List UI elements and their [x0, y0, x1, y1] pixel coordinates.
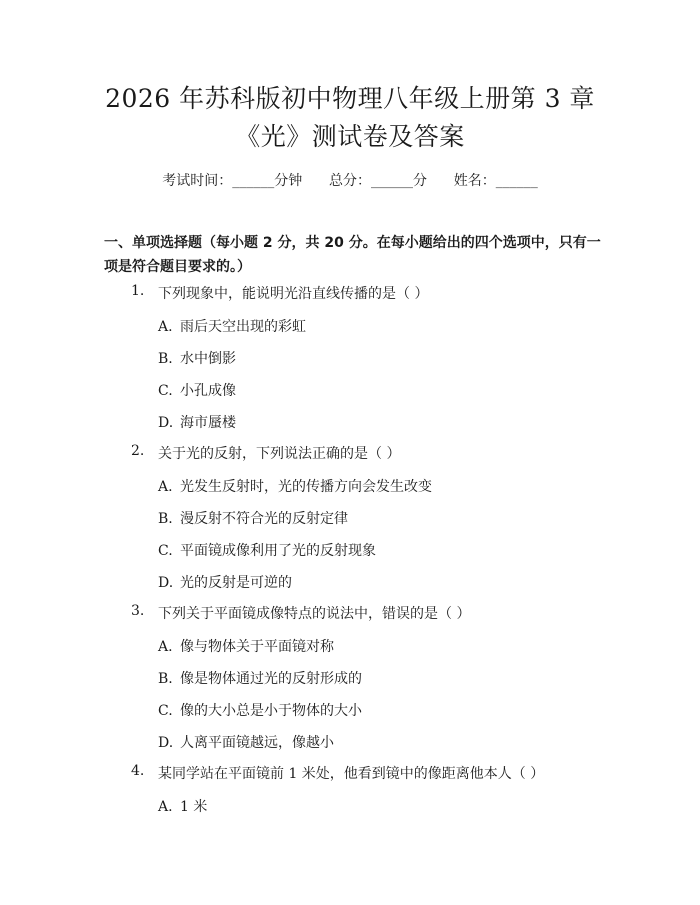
option-text: 光的反射是可逆的 [180, 575, 292, 591]
option-text: 像与物体关于平面镜对称 [180, 639, 334, 655]
question-stem: 关于光的反射，下列说法正确的是（ ） [158, 446, 401, 462]
question-stem: 某同学站在平面镜前 1 米处，他看到镜中的像距离他本人（ ） [158, 766, 545, 782]
question-number: 2. [131, 443, 145, 459]
option-2c [158, 540, 376, 560]
question-number: 1. [131, 283, 145, 299]
option-text: 海市蜃楼 [180, 415, 236, 431]
option-label: A. [158, 479, 173, 495]
option-text: 像是物体通过光的反射形成的 [180, 671, 362, 687]
exam-info-line: 考试时间：______分钟 总分：______分 姓名：______ [162, 173, 538, 189]
section-heading: 一、单项选择题（每小题 2 分，共 20 分。在每小题给出的四个选项中，只有一项是符合题目要求的。） [104, 235, 601, 275]
option-label: A. [158, 319, 173, 335]
option-label: B. [158, 671, 173, 687]
question-stem: 下列关于平面镜成像特点的说法中，错误的是（ ） [158, 606, 471, 622]
option-label: D. [158, 575, 174, 591]
exam-title-line-2: 《光》测试卷及答案 [235, 122, 465, 151]
option-text: 人离平面镜越远，像越小 [180, 735, 334, 751]
option-3d [158, 732, 334, 752]
option-1b [158, 348, 236, 368]
option-label: D. [158, 735, 174, 751]
option-1c [158, 380, 236, 400]
option-text: 平面镜成像利用了光的反射现象 [180, 543, 376, 559]
option-text: 小孔成像 [180, 383, 236, 399]
question-number: 3. [131, 603, 145, 619]
exam-title-line-1: 2026 年苏科版初中物理八年级上册第 3 章 [105, 84, 595, 113]
option-label: A. [158, 639, 173, 655]
option-label: C. [158, 543, 173, 559]
option-1a [158, 316, 306, 336]
option-label: B. [158, 511, 173, 527]
option-text: 雨后天空出现的彩虹 [180, 319, 306, 335]
option-label: C. [158, 703, 173, 719]
option-1d [158, 412, 236, 432]
option-text: 像的大小总是小于物体的大小 [180, 703, 362, 719]
option-2a [158, 476, 432, 496]
option-3c [158, 700, 362, 720]
question-stem: 下列现象中，能说明光沿直线传播的是（ ） [158, 286, 429, 302]
option-text: 水中倒影 [180, 351, 236, 367]
option-label: A. [158, 799, 173, 815]
option-label: B. [158, 351, 173, 367]
option-2b [158, 508, 348, 528]
option-3a [158, 636, 334, 656]
option-2d [158, 572, 292, 592]
option-label: C. [158, 383, 173, 399]
option-text: 1 米 [180, 799, 208, 815]
option-label: D. [158, 415, 174, 431]
option-4a [158, 796, 207, 816]
option-text: 漫反射不符合光的反射定律 [180, 511, 348, 527]
option-text: 光发生反射时，光的传播方向会发生改变 [180, 479, 432, 495]
option-3b [158, 668, 362, 688]
question-number: 4. [131, 763, 145, 779]
